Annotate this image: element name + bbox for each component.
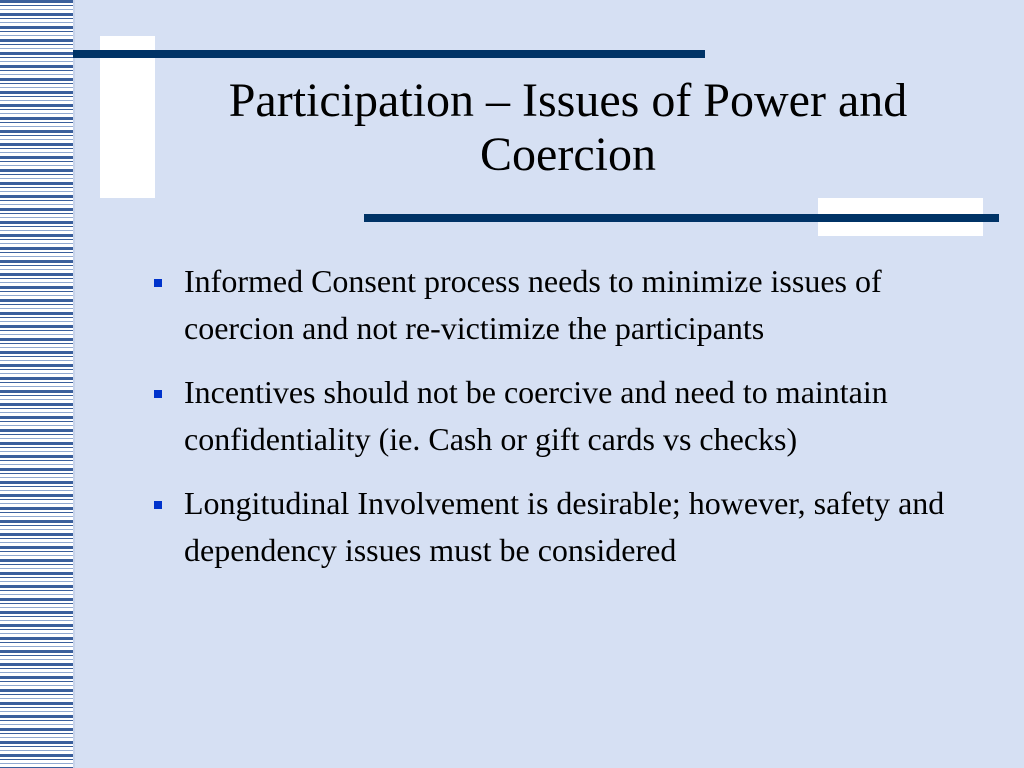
bullet-text: Informed Consent process needs to minimize issues of coercion and not re-victimize the participants (184, 263, 882, 346)
bullet-item (150, 258, 995, 352)
margin-edge (73, 0, 75, 768)
square-bullet-icon (154, 390, 162, 398)
bullet-item (150, 369, 995, 463)
bullet-text: Longitudinal Involvement is desirable; however, safety and dependency issues must be considered (184, 485, 945, 568)
square-bullet-icon (154, 279, 162, 287)
title-rule-top (73, 50, 705, 58)
bullet-text: Incentives should not be coercive and need to maintain confidentiality (ie. Cash or gift cards vs checks) (184, 374, 888, 457)
bullet-item (150, 480, 995, 574)
square-bullet-icon (154, 501, 162, 509)
title-accent-block-left (100, 36, 155, 198)
slide-title: Participation – Issues of Power and Coercion (228, 74, 908, 181)
title-rule-bottom (364, 214, 999, 222)
bullet-list (150, 258, 995, 591)
striped-margin-decoration (0, 0, 73, 768)
